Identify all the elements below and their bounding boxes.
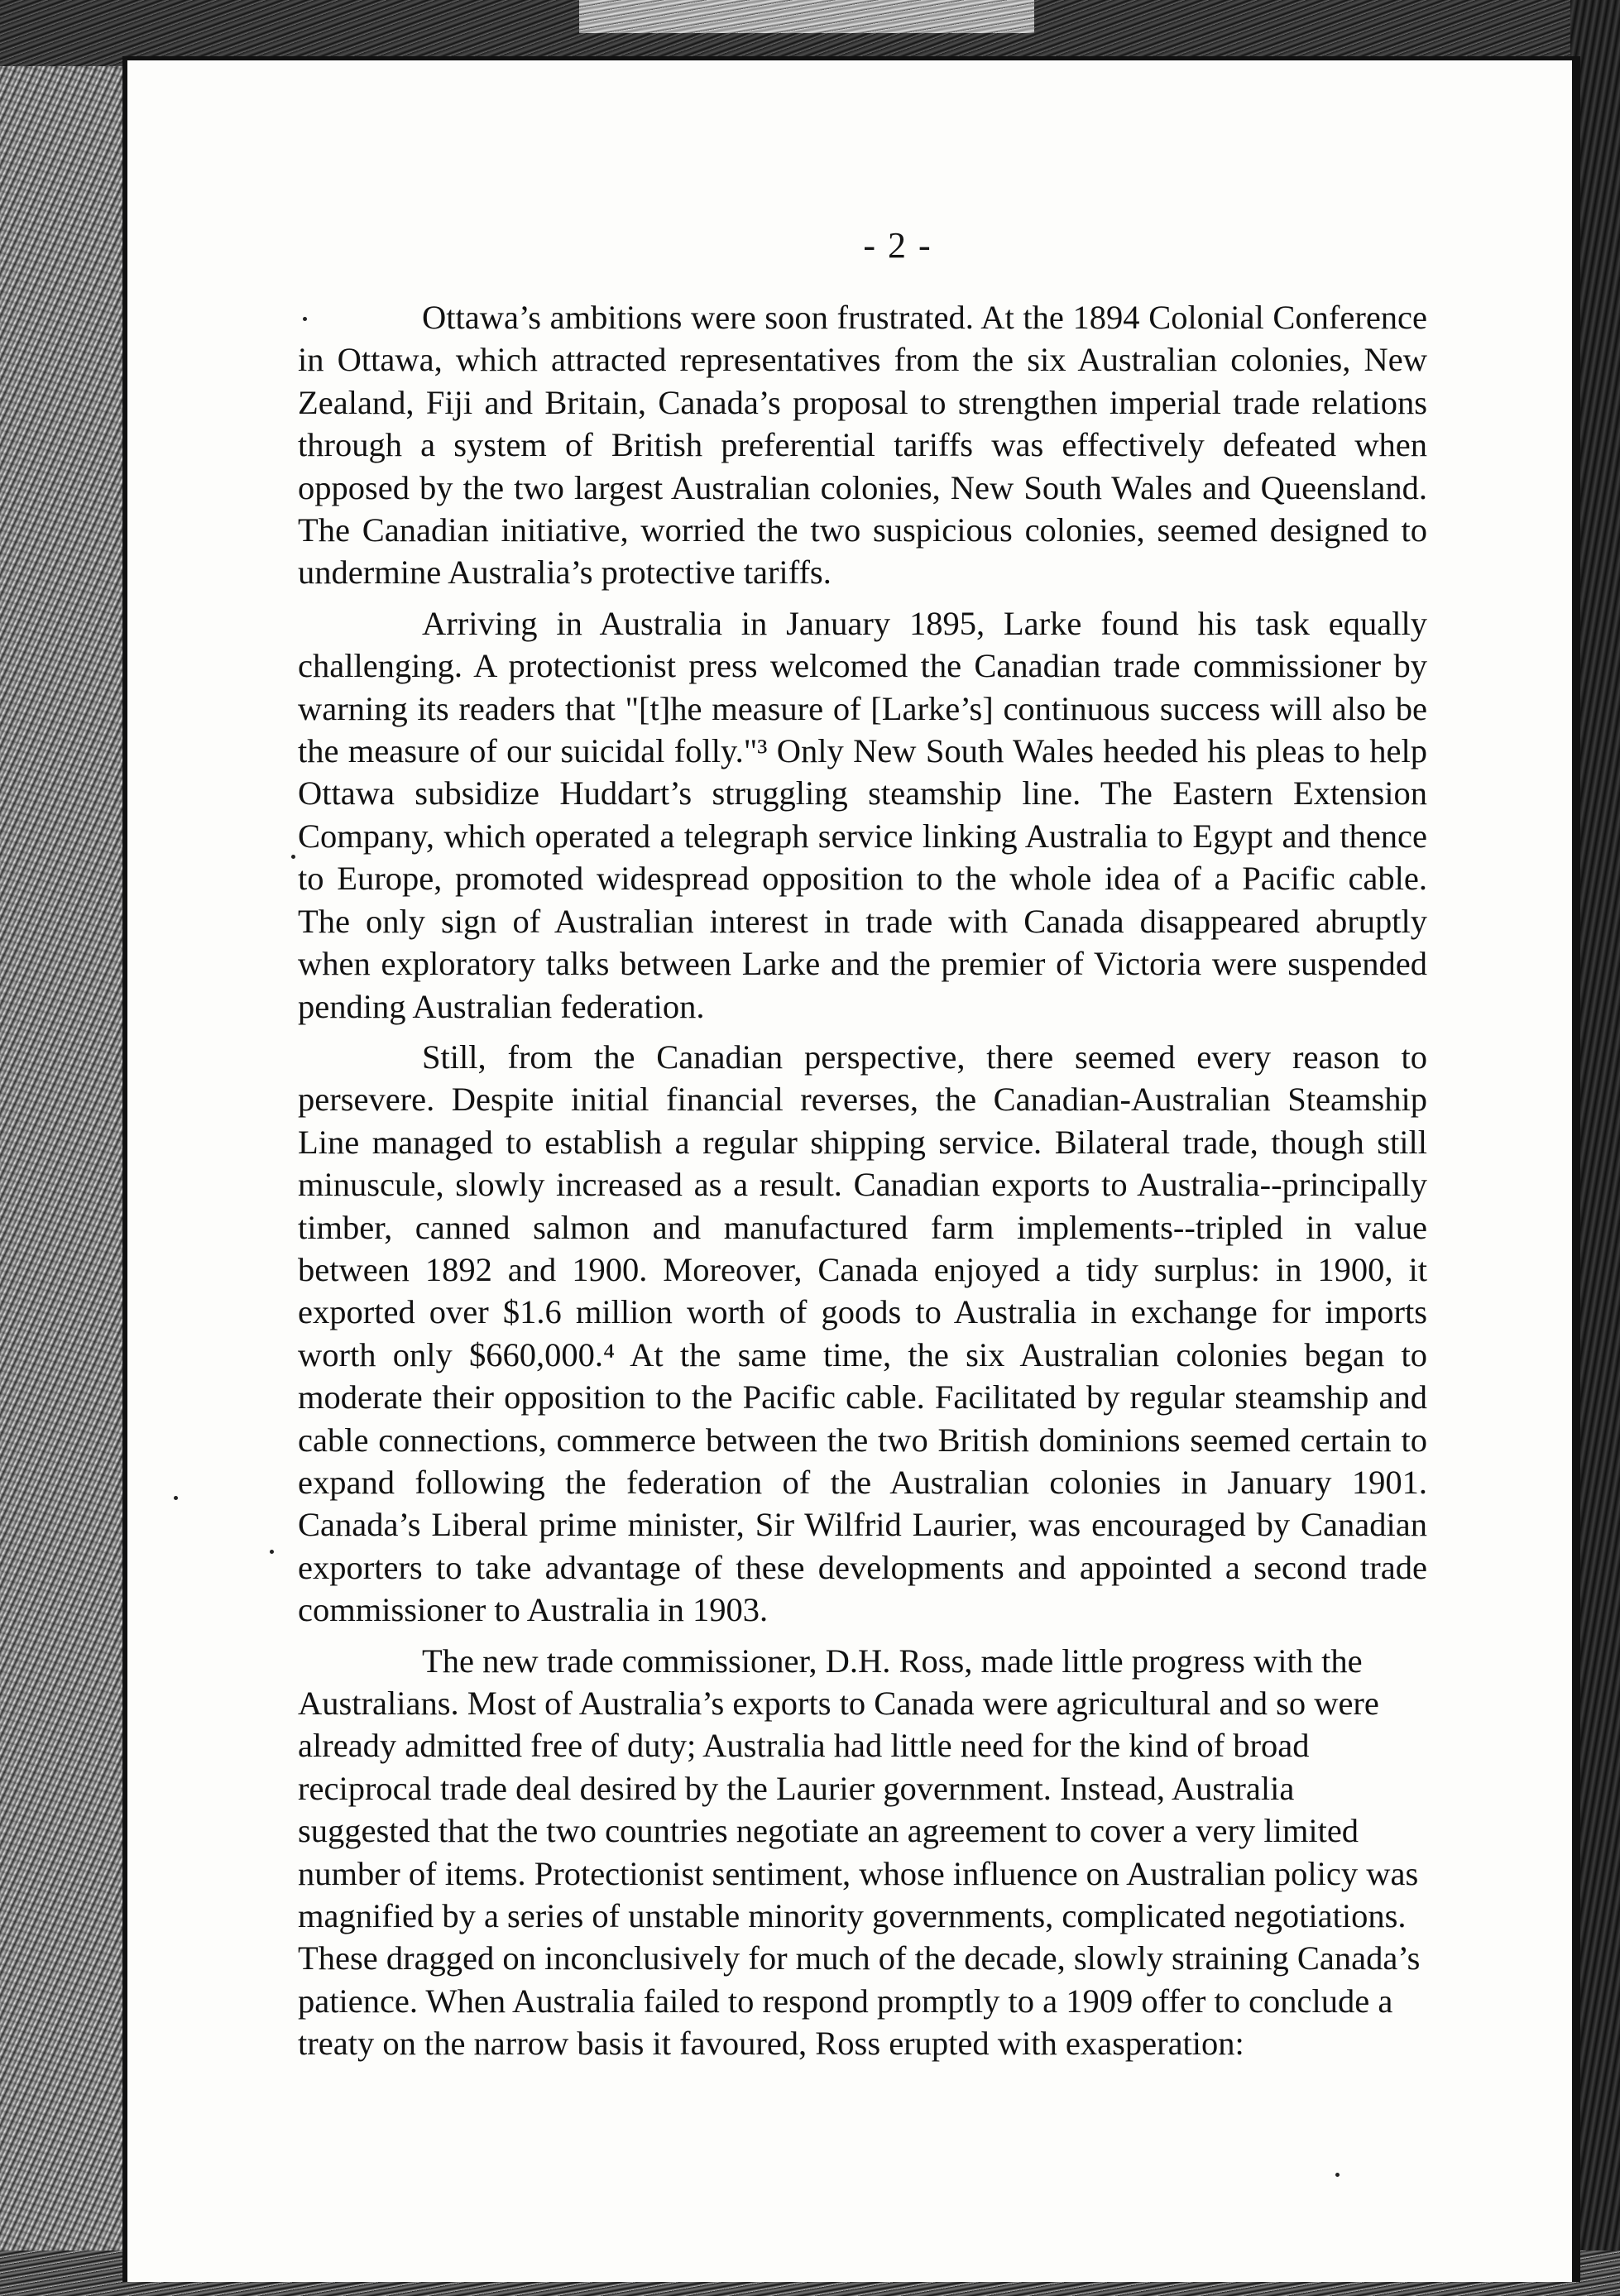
scan-speck [270, 1550, 274, 1554]
paragraph-2: Arriving in Australia in January 1895, Larke found his task equally challenging. A protectionist press welcomed the Canadian trade commissioner by warning its readers that "[t]he measure of [Larke’s] continuous success will also be the measure of our suicidal folly."³ Only New South Wales heeded his pleas to help Ottawa subsidize Huddart’s struggling steamship line. The Eastern Extension Company, which operated a telegraph service linking Australia to Egypt and thence to Europe, promoted widespread opposition to the whole idea of a Pacific cable. The only sign of Australian interest in trade with Canada disappeared abruptly when exploratory talks between Larke and the premier of Victoria were suspended pending Australian federation. [298, 604, 1427, 1025]
scan-border-top-noise [579, 0, 1034, 33]
paragraph-1: Ottawa’s ambitions were soon frustrated. At the 1894 Colonial Conference in Ottawa, which attracted representatives from the six Australian colonies, New Zealand, Fiji and Britain, Canada’s proposal to strengthen imperial trade relations through a system of British preferential tariffs was effectively defeated when opposed by the two largest Australian colonies, New South Wales and Queensland. The Canadian initiative, worried the two suspicious colonies, seemed designed to undermine Australia’s protective tariffs. [298, 299, 1427, 592]
scan-border-left [0, 0, 124, 2296]
document-page [122, 56, 1580, 2282]
body-text [298, 296, 1427, 2073]
scan-speck [1335, 2173, 1340, 2177]
scan-speck [303, 317, 307, 321]
scan-speck [291, 855, 295, 859]
scan-speck [174, 1496, 178, 1500]
paragraph-3: Still, from the Canadian perspective, there seemed every reason to persevere. Despite initial financial reverses, the Canadian-Australian Steamship Line managed to establish a regular shipping service. Bilateral trade, though still minuscule, slowly increased as a result. Canadian exports to Australia--principally timber, canned salmon and manufactured farm implements--tripled in value between 1892 and 1900. Moreover, Canada enjoyed a tidy surplus: in 1900, it exported over $1.6 million worth of goods to Australia in exchange for imports worth only $660,000.⁴ At the same time, the six Australian colonies began to moderate their opposition to the Pacific cable. Facilitated by regular steamship and cable connections, commerce between the two British dominions seemed certain to expand following the federation of the Australian colonies in January 1901. Canada’s Liberal prime minister, Sir Wilfrid Laurier, was encouraged by Canadian exporters to take advantage of these developments and appointed a second trade commissioner to Australia in 1903. [298, 1038, 1427, 1629]
paragraph-4: The new trade commissioner, D.H. Ross, made little progress with the Australians. Most of Australia’s exports to Canada were agricultural and so were already admitted free of duty; Australia had little need for the kind of broad reciprocal trade deal desired by the Laurier government. Instead, Australia suggested that the two countries negotiate an agreement to cover a very limited number of items. Protectionist sentiment, whose influence on Australian policy was magnified by a series of unstable minority governments, complicated negotiations. These dragged on inconclusively for much of the decade, slowly straining Canada’s patience. When Australia failed to respond promptly to a 1909 offer to conclude a treaty on the narrow basis it favoured, Ross erupted with exasperation: [298, 1642, 1421, 2063]
page-number: - 2 - [863, 225, 932, 266]
